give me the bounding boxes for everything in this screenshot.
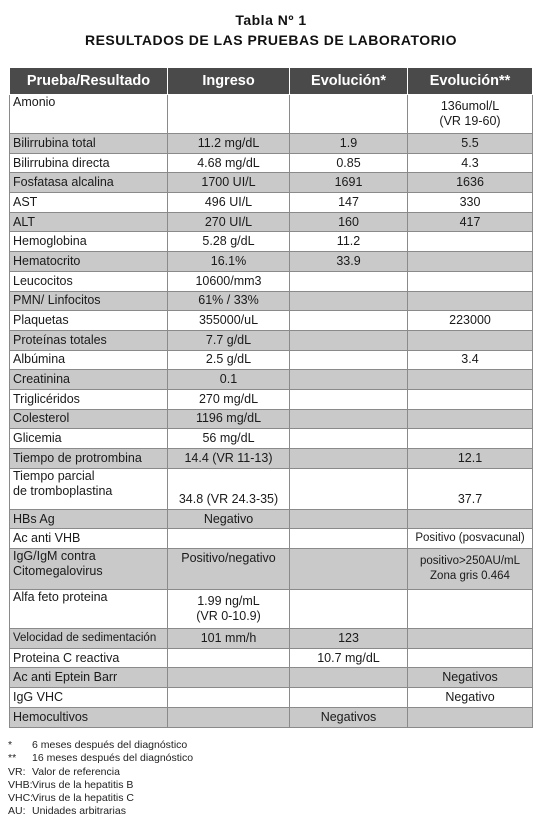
cell-evolution-6m <box>290 688 408 708</box>
cell-evolution-16m <box>408 509 533 529</box>
cell-evolution-6m <box>290 95 408 134</box>
cell-reference: Zona gris 0.464 <box>430 570 510 583</box>
cell-evolution-16m <box>408 648 533 668</box>
cell-evolution-6m <box>290 291 408 311</box>
cell-evolution-16m: Positivo (posvacunal) <box>408 529 533 549</box>
cell-evolution-16m <box>408 409 533 429</box>
cell-evolution-6m: 11.2 <box>290 232 408 252</box>
table-row <box>10 529 533 549</box>
row-label: Albúmina <box>10 350 168 370</box>
table-row <box>10 311 533 331</box>
footnote-text: Unidades arbitrarias <box>32 805 126 818</box>
row-label: Ac anti VHB <box>10 529 168 549</box>
footnote <box>8 752 193 765</box>
cell-evolution-16m <box>408 389 533 409</box>
row-label-line1: Tiempo parcial <box>13 468 95 483</box>
cell-admission: 34.8 (VR 24.3-35) <box>168 468 290 509</box>
row-label: Tiempo de protrombina <box>10 449 168 469</box>
row-label-line2: Citomegalovirus <box>13 564 103 579</box>
cell-admission <box>168 668 290 688</box>
cell-admission: 56 mg/dL <box>168 429 290 449</box>
table-row <box>10 509 533 529</box>
row-label: Leucocitos <box>10 271 168 291</box>
table-row <box>10 330 533 350</box>
row-label: Hemocultivos <box>10 707 168 727</box>
cell-admission: 10600/mm3 <box>168 271 290 291</box>
row-label: HBs Ag <box>10 509 168 529</box>
cell-evolution-16m: 12.1 <box>408 449 533 469</box>
cell-evolution-16m <box>408 232 533 252</box>
cell-evolution-6m <box>290 668 408 688</box>
cell-evolution-16m <box>408 707 533 727</box>
table-row <box>10 212 533 232</box>
table-row <box>10 350 533 370</box>
cell-evolution-6m <box>290 370 408 390</box>
row-label: Proteínas totales <box>10 330 168 350</box>
table-row <box>10 707 533 727</box>
cell-evolution-6m <box>290 468 408 509</box>
cell-evolution-16m <box>408 271 533 291</box>
cell-evolution-6m: 33.9 <box>290 252 408 272</box>
cell-admission: 270 UI/L <box>168 212 290 232</box>
cell-admission <box>168 688 290 708</box>
footnote <box>8 766 193 779</box>
cell-evolution-6m <box>290 429 408 449</box>
cell-admission: 7.7 g/dL <box>168 330 290 350</box>
row-label: Bilirrubina total <box>10 134 168 154</box>
row-label: AST <box>10 193 168 213</box>
cell-evolution-16m: 330 <box>408 193 533 213</box>
footnote-text: Valor de referencia <box>32 765 120 778</box>
table-row <box>10 153 533 173</box>
cell-admission: 1196 mg/dL <box>168 409 290 429</box>
cell-reference: (VR 19-60) <box>439 114 501 128</box>
cell-evolution-6m <box>290 271 408 291</box>
table-row <box>10 449 533 469</box>
table-row <box>10 95 533 134</box>
cell-reference: (VR 0-10.9) <box>196 609 261 624</box>
cell-evolution-16m <box>408 95 533 134</box>
cell-evolution-16m: 5.5 <box>408 134 533 154</box>
row-label: Triglicéridos <box>10 389 168 409</box>
cell-admission: 4.68 mg/dL <box>168 153 290 173</box>
cell-evolution-6m: 1.9 <box>290 134 408 154</box>
cell-evolution-6m <box>290 529 408 549</box>
table-title: RESULTADOS DE LAS PRUEBAS DE LABORATORIO <box>84 32 458 48</box>
cell-evolution-16m <box>408 291 533 311</box>
cell-evolution-16m: Negativos <box>408 668 533 688</box>
cell-evolution-6m <box>290 509 408 529</box>
cell-evolution-6m <box>290 409 408 429</box>
row-label: Alfa feto proteina <box>10 590 168 629</box>
footnote-key: VR: <box>8 765 26 778</box>
footnote-text: 16 meses después del diagnóstico <box>32 752 194 765</box>
row-label: Glicemia <box>10 429 168 449</box>
cell-admission <box>168 707 290 727</box>
footnote <box>8 792 193 805</box>
table-row <box>10 648 533 668</box>
row-label: Amonio <box>10 95 168 134</box>
cell-evolution-16m: 3.4 <box>408 350 533 370</box>
table-row <box>10 549 533 590</box>
cell-evolution-16m <box>408 252 533 272</box>
table-row <box>10 291 533 311</box>
table-row <box>10 688 533 708</box>
row-label: Hemoglobina <box>10 232 168 252</box>
footnote <box>8 739 193 752</box>
table-row <box>10 173 533 193</box>
cell-admission: 101 mm/h <box>168 629 290 649</box>
row-label <box>10 468 168 509</box>
cell-admission <box>168 95 290 134</box>
cell-value: positivo>250AU/mL <box>419 555 521 568</box>
cell-value: 1.99 ng/mL <box>197 594 260 609</box>
footnote-text: 6 meses después del diagnóstico <box>32 739 188 751</box>
cell-admission: Positivo/negativo <box>168 549 290 590</box>
cell-evolution-6m <box>290 549 408 590</box>
cell-evolution-16m <box>408 549 533 590</box>
cell-evolution-16m: Negativo <box>408 688 533 708</box>
header-evolution-6m: Evolución* <box>290 68 408 95</box>
footnote-key: VHC: <box>8 792 34 805</box>
cell-evolution-6m <box>290 389 408 409</box>
row-label: Ac anti Eptein Barr <box>10 668 168 688</box>
footnote-key: VHB: <box>8 778 33 791</box>
row-label: ALT <box>10 212 168 232</box>
table-row <box>10 429 533 449</box>
table-row <box>10 468 533 509</box>
cell-evolution-16m <box>408 370 533 390</box>
cell-admission: 14.4 (VR 11-13) <box>168 449 290 469</box>
footnote-key: * <box>8 739 13 751</box>
footnote-text: Virus de la hepatitis B <box>32 778 134 791</box>
cell-admission: 270 mg/dL <box>168 389 290 409</box>
cell-admission: 0.1 <box>168 370 290 390</box>
cell-evolution-6m <box>290 311 408 331</box>
row-label <box>10 549 168 590</box>
table-row <box>10 590 533 629</box>
cell-evolution-16m: 417 <box>408 212 533 232</box>
table-row <box>10 370 533 390</box>
cell-evolution-16m: 1636 <box>408 173 533 193</box>
header-row <box>10 68 533 95</box>
row-label: PMN/ Linfocitos <box>10 291 168 311</box>
cell-evolution-6m: Negativos <box>290 707 408 727</box>
row-label: Fosfatasa alcalina <box>10 173 168 193</box>
footnote <box>8 805 193 818</box>
row-label: Proteina C reactiva <box>10 648 168 668</box>
cell-admission: 5.28 g/dL <box>168 232 290 252</box>
cell-admission <box>168 529 290 549</box>
footnote-key: ** <box>8 752 17 765</box>
table-row <box>10 232 533 252</box>
footnote-key: AU: <box>8 805 26 818</box>
cell-evolution-6m: 10.7 mg/dL <box>290 648 408 668</box>
cell-evolution-6m: 1691 <box>290 173 408 193</box>
cell-admission: Negativo <box>168 509 290 529</box>
cell-value: 136umol/L <box>440 99 500 113</box>
row-label-line1: IgG/IgM contra <box>13 549 96 564</box>
table-row <box>10 389 533 409</box>
cell-admission: 61% / 33% <box>168 291 290 311</box>
header-evolution-16m: Evolución** <box>408 68 533 95</box>
table-row <box>10 193 533 213</box>
cell-evolution-6m <box>290 590 408 629</box>
row-label: Plaquetas <box>10 311 168 331</box>
table-row <box>10 271 533 291</box>
cell-evolution-6m: 0.85 <box>290 153 408 173</box>
cell-evolution-16m: 4.3 <box>408 153 533 173</box>
cell-evolution-16m <box>408 330 533 350</box>
header-test: Prueba/Resultado <box>10 68 168 95</box>
table-row <box>10 409 533 429</box>
cell-admission: 16.1% <box>168 252 290 272</box>
cell-evolution-6m <box>290 330 408 350</box>
table-row <box>10 134 533 154</box>
cell-evolution-6m <box>290 350 408 370</box>
header-admission: Ingreso <box>168 68 290 95</box>
cell-admission: 496 UI/L <box>168 193 290 213</box>
footnotes <box>8 739 193 819</box>
cell-admission: 11.2 mg/dL <box>168 134 290 154</box>
row-label: Bilirrubina directa <box>10 153 168 173</box>
cell-evolution-16m <box>408 429 533 449</box>
table-row <box>10 252 533 272</box>
cell-evolution-16m: 223000 <box>408 311 533 331</box>
cell-evolution-6m: 123 <box>290 629 408 649</box>
cell-admission <box>168 590 290 629</box>
cell-evolution-16m: 37.7 <box>408 468 533 509</box>
cell-evolution-6m: 147 <box>290 193 408 213</box>
table-row <box>10 629 533 649</box>
cell-evolution-16m <box>408 629 533 649</box>
cell-admission: 355000/uL <box>168 311 290 331</box>
table-row <box>10 668 533 688</box>
cell-evolution-6m: 160 <box>290 212 408 232</box>
cell-evolution-6m <box>290 449 408 469</box>
footnote <box>8 779 193 792</box>
lab-results-table <box>9 67 533 728</box>
row-label: Colesterol <box>10 409 168 429</box>
row-label: IgG VHC <box>10 688 168 708</box>
footnote-text: Virus de la hepatitis C <box>32 792 134 805</box>
row-label: Creatinina <box>10 370 168 390</box>
row-label: Velocidad de sedimentación <box>10 629 168 649</box>
cell-admission: 2.5 g/dL <box>168 350 290 370</box>
cell-evolution-16m <box>408 590 533 629</box>
row-label-line2: de tromboplastina <box>13 483 113 498</box>
table-number-title: Tabla Nº 1 <box>235 12 307 28</box>
row-label: Hematocrito <box>10 252 168 272</box>
cell-admission: 1700 UI/L <box>168 173 290 193</box>
cell-admission <box>168 648 290 668</box>
